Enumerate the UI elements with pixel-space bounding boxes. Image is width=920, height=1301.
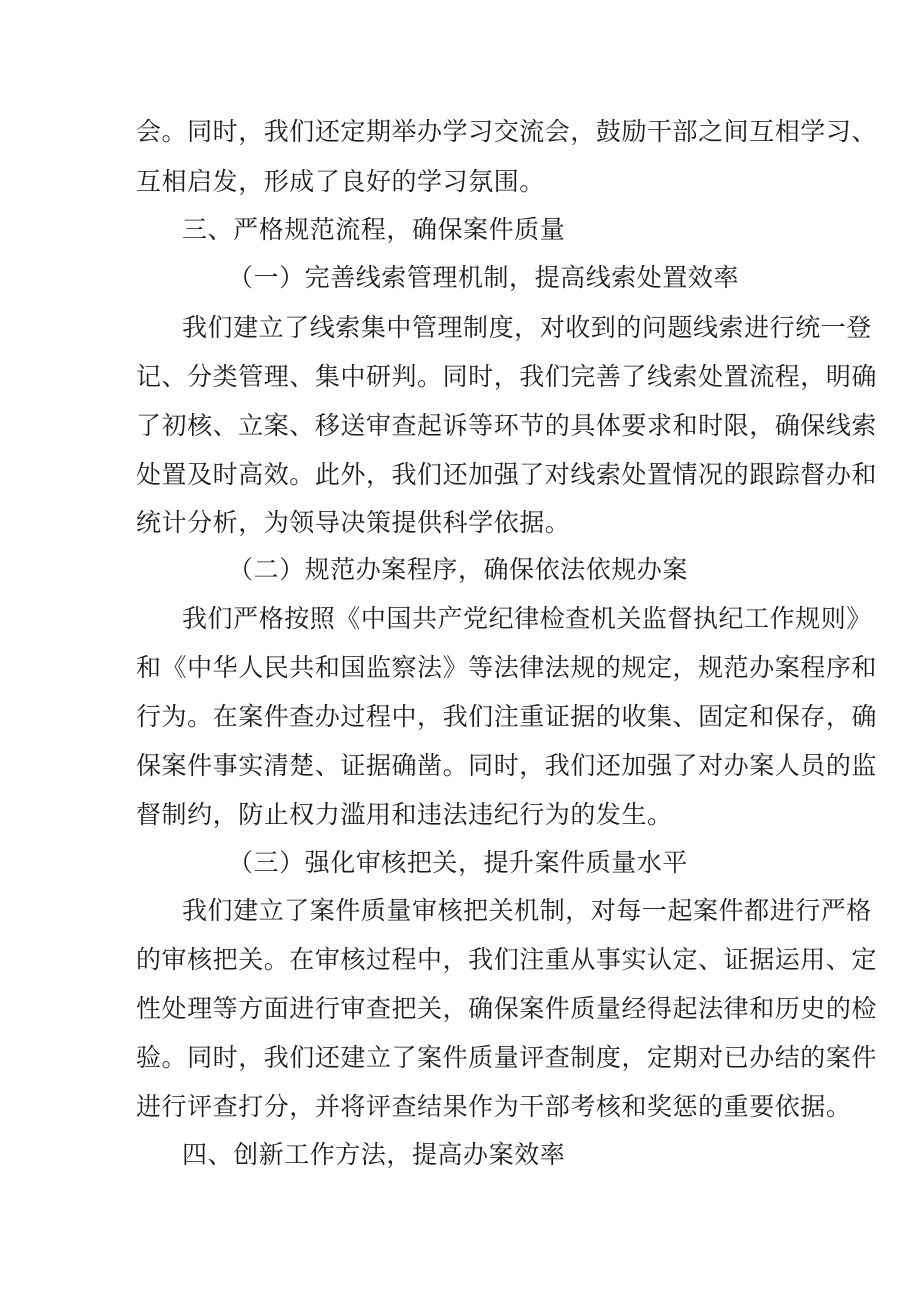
body-text-line: 性处理等方面进行审查把关，确保案件质量经得起法律和历史的检 [136,994,877,1023]
body-text-line: 了初核、立案、移送审查起诉等环节的具体要求和时限，确保线索 [136,411,877,440]
section-heading: 四、创新工作方法，提高办案效率 [182,1140,566,1169]
body-text-line: 的审核把关。在审核过程中，我们注重从事实认定、证据运用、定 [136,945,877,974]
subsection-heading: （二）规范办案程序，确保依法依规办案 [228,555,688,584]
body-text-line: 行为。在案件查办过程中，我们注重证据的收集、固定和保存，确 [136,702,877,731]
body-text-line: 处置及时高效。此外，我们还加强了对线索处置情况的跟踪督办和 [136,460,877,489]
subsection-heading: （一）完善线索管理机制，提高线索处置效率 [228,263,740,292]
body-text-line: 我们建立了线索集中管理制度，对收到的问题线索进行统一登 [182,313,872,342]
body-text-line: 保案件事实清楚、证据确凿。同时，我们还加强了对办案人员的监 [136,751,877,780]
body-text-line: 互相启发，形成了良好的学习氛围。 [136,167,545,196]
body-text-line: 督制约，防止权力滥用和违法违纪行为的发生。 [136,800,673,829]
body-text-line: 我们严格按照《中国共产党纪律检查机关监督执纪工作规则》 [182,604,872,633]
body-text-line: 记、分类管理、集中研判。同时，我们完善了线索处置流程，明确 [136,362,877,391]
body-text-line: 进行评查打分，并将评查结果作为干部考核和奖惩的重要依据。 [136,1092,852,1121]
body-text-line: 会。同时，我们还定期举办学习交流会，鼓励干部之间互相学习、 [136,117,877,146]
body-text-line: 我们建立了案件质量审核把关机制，对每一起案件都进行严格 [182,896,872,925]
subsection-heading: （三）强化审核把关，提升案件质量水平 [228,848,688,877]
body-text-line: 验。同时，我们还建立了案件质量评查制度，定期对已办结的案件 [136,1043,877,1072]
body-text-line: 统计分析，为领导决策提供科学依据。 [136,508,571,537]
section-heading: 三、严格规范流程，确保案件质量 [182,215,566,244]
body-text-line: 和《中华人民共和国监察法》等法律法规的规定，规范办案程序和 [136,653,877,682]
